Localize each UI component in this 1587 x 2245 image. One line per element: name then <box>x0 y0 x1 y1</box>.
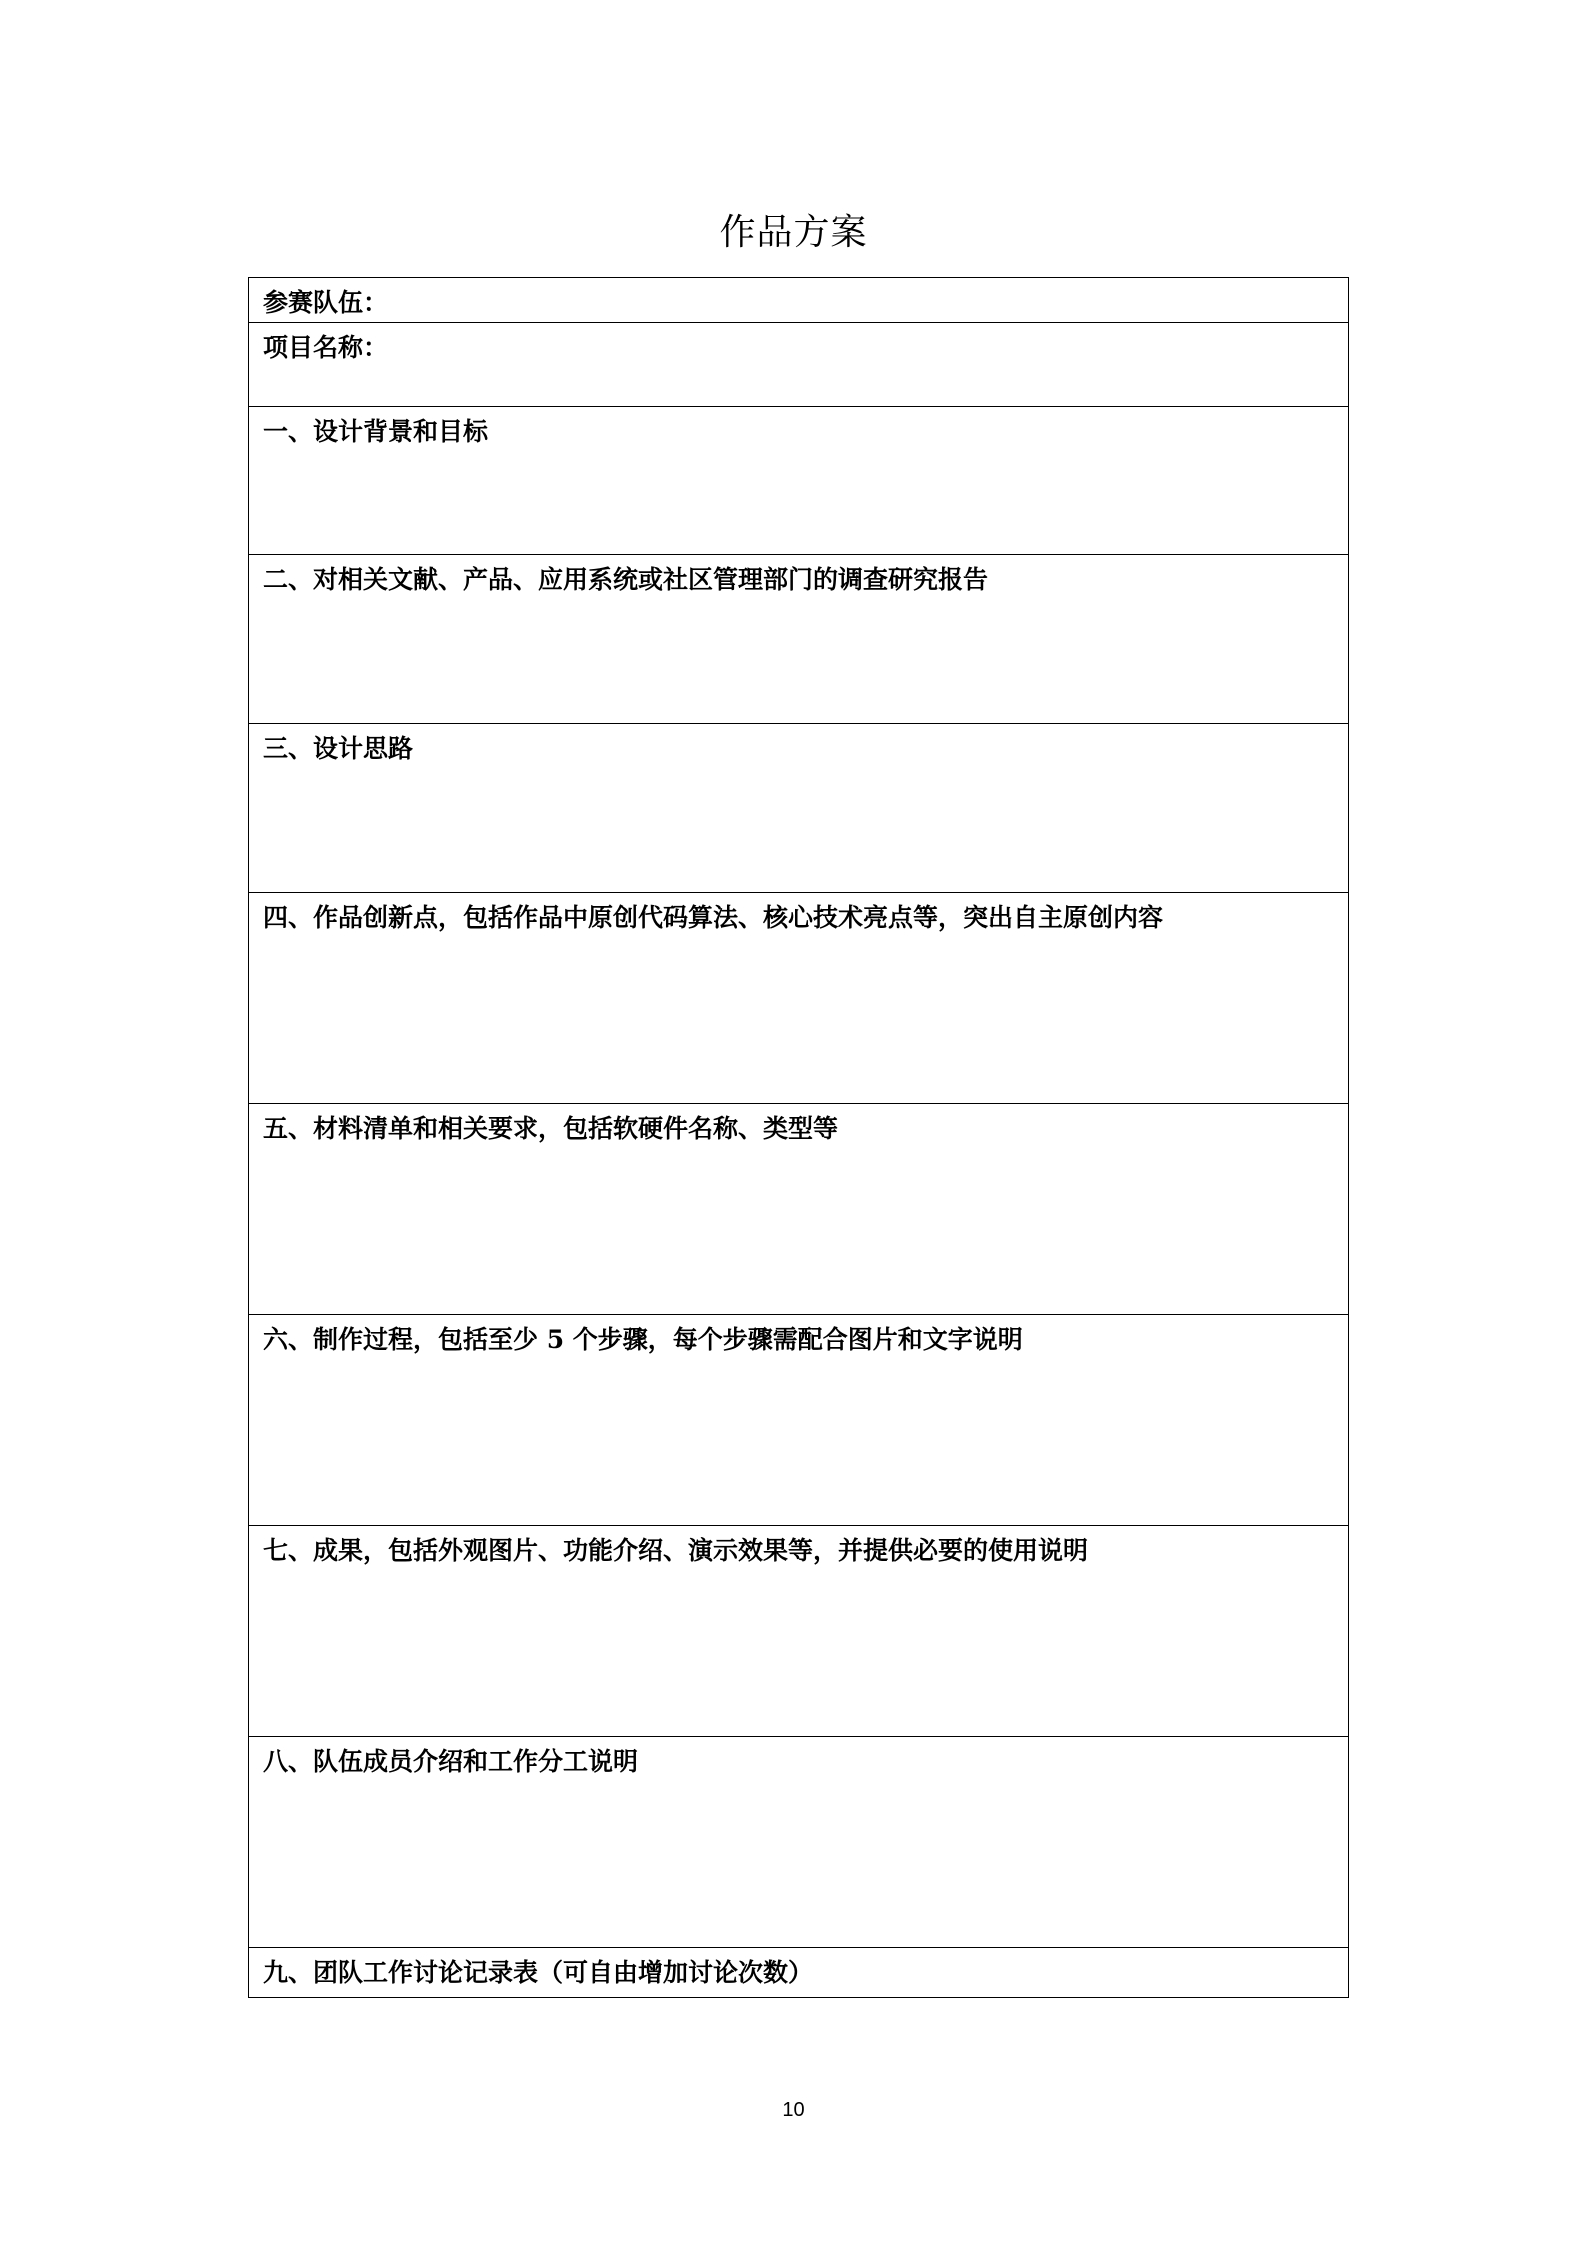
table-row <box>249 278 1349 323</box>
section-innovation-points: 四、作品创新点，包括作品中原创代码算法、核心技术亮点等，突出自主原创内容 <box>249 893 1349 1104</box>
team-label: 参赛队伍： <box>249 278 1349 323</box>
section-team-members: 八、队伍成员介绍和工作分工说明 <box>249 1737 1349 1948</box>
table-row <box>249 407 1349 555</box>
table-row <box>249 1948 1349 1998</box>
page-number: 10 <box>782 2099 805 2121</box>
section-production-process: 六、制作过程，包括至少 5 个步骤，每个步骤需配合图片和文字说明 <box>249 1315 1349 1526</box>
section-design-ideas: 三、设计思路 <box>249 724 1349 893</box>
section-results: 七、成果，包括外观图片、功能介绍、演示效果等，并提供必要的使用说明 <box>249 1526 1349 1737</box>
table-row <box>249 323 1349 407</box>
section-discussion-record: 九、团队工作讨论记录表（可自由增加讨论次数） <box>249 1948 1349 1998</box>
table-row <box>249 1315 1349 1526</box>
section-design-background: 一、设计背景和目标 <box>249 407 1349 555</box>
table-row <box>249 893 1349 1104</box>
table-row <box>249 555 1349 724</box>
table-row <box>249 1737 1349 1948</box>
project-name-label: 项目名称： <box>249 323 1349 407</box>
proposal-form-table <box>248 277 1349 1998</box>
section-research-report: 二、对相关文献、产品、应用系统或社区管理部门的调查研究报告 <box>249 555 1349 724</box>
page-title: 作品方案 <box>719 212 868 253</box>
table-row <box>249 724 1349 893</box>
table-row <box>249 1104 1349 1315</box>
section-material-list: 五、材料清单和相关要求，包括软硬件名称、类型等 <box>249 1104 1349 1315</box>
table-row <box>249 1526 1349 1737</box>
